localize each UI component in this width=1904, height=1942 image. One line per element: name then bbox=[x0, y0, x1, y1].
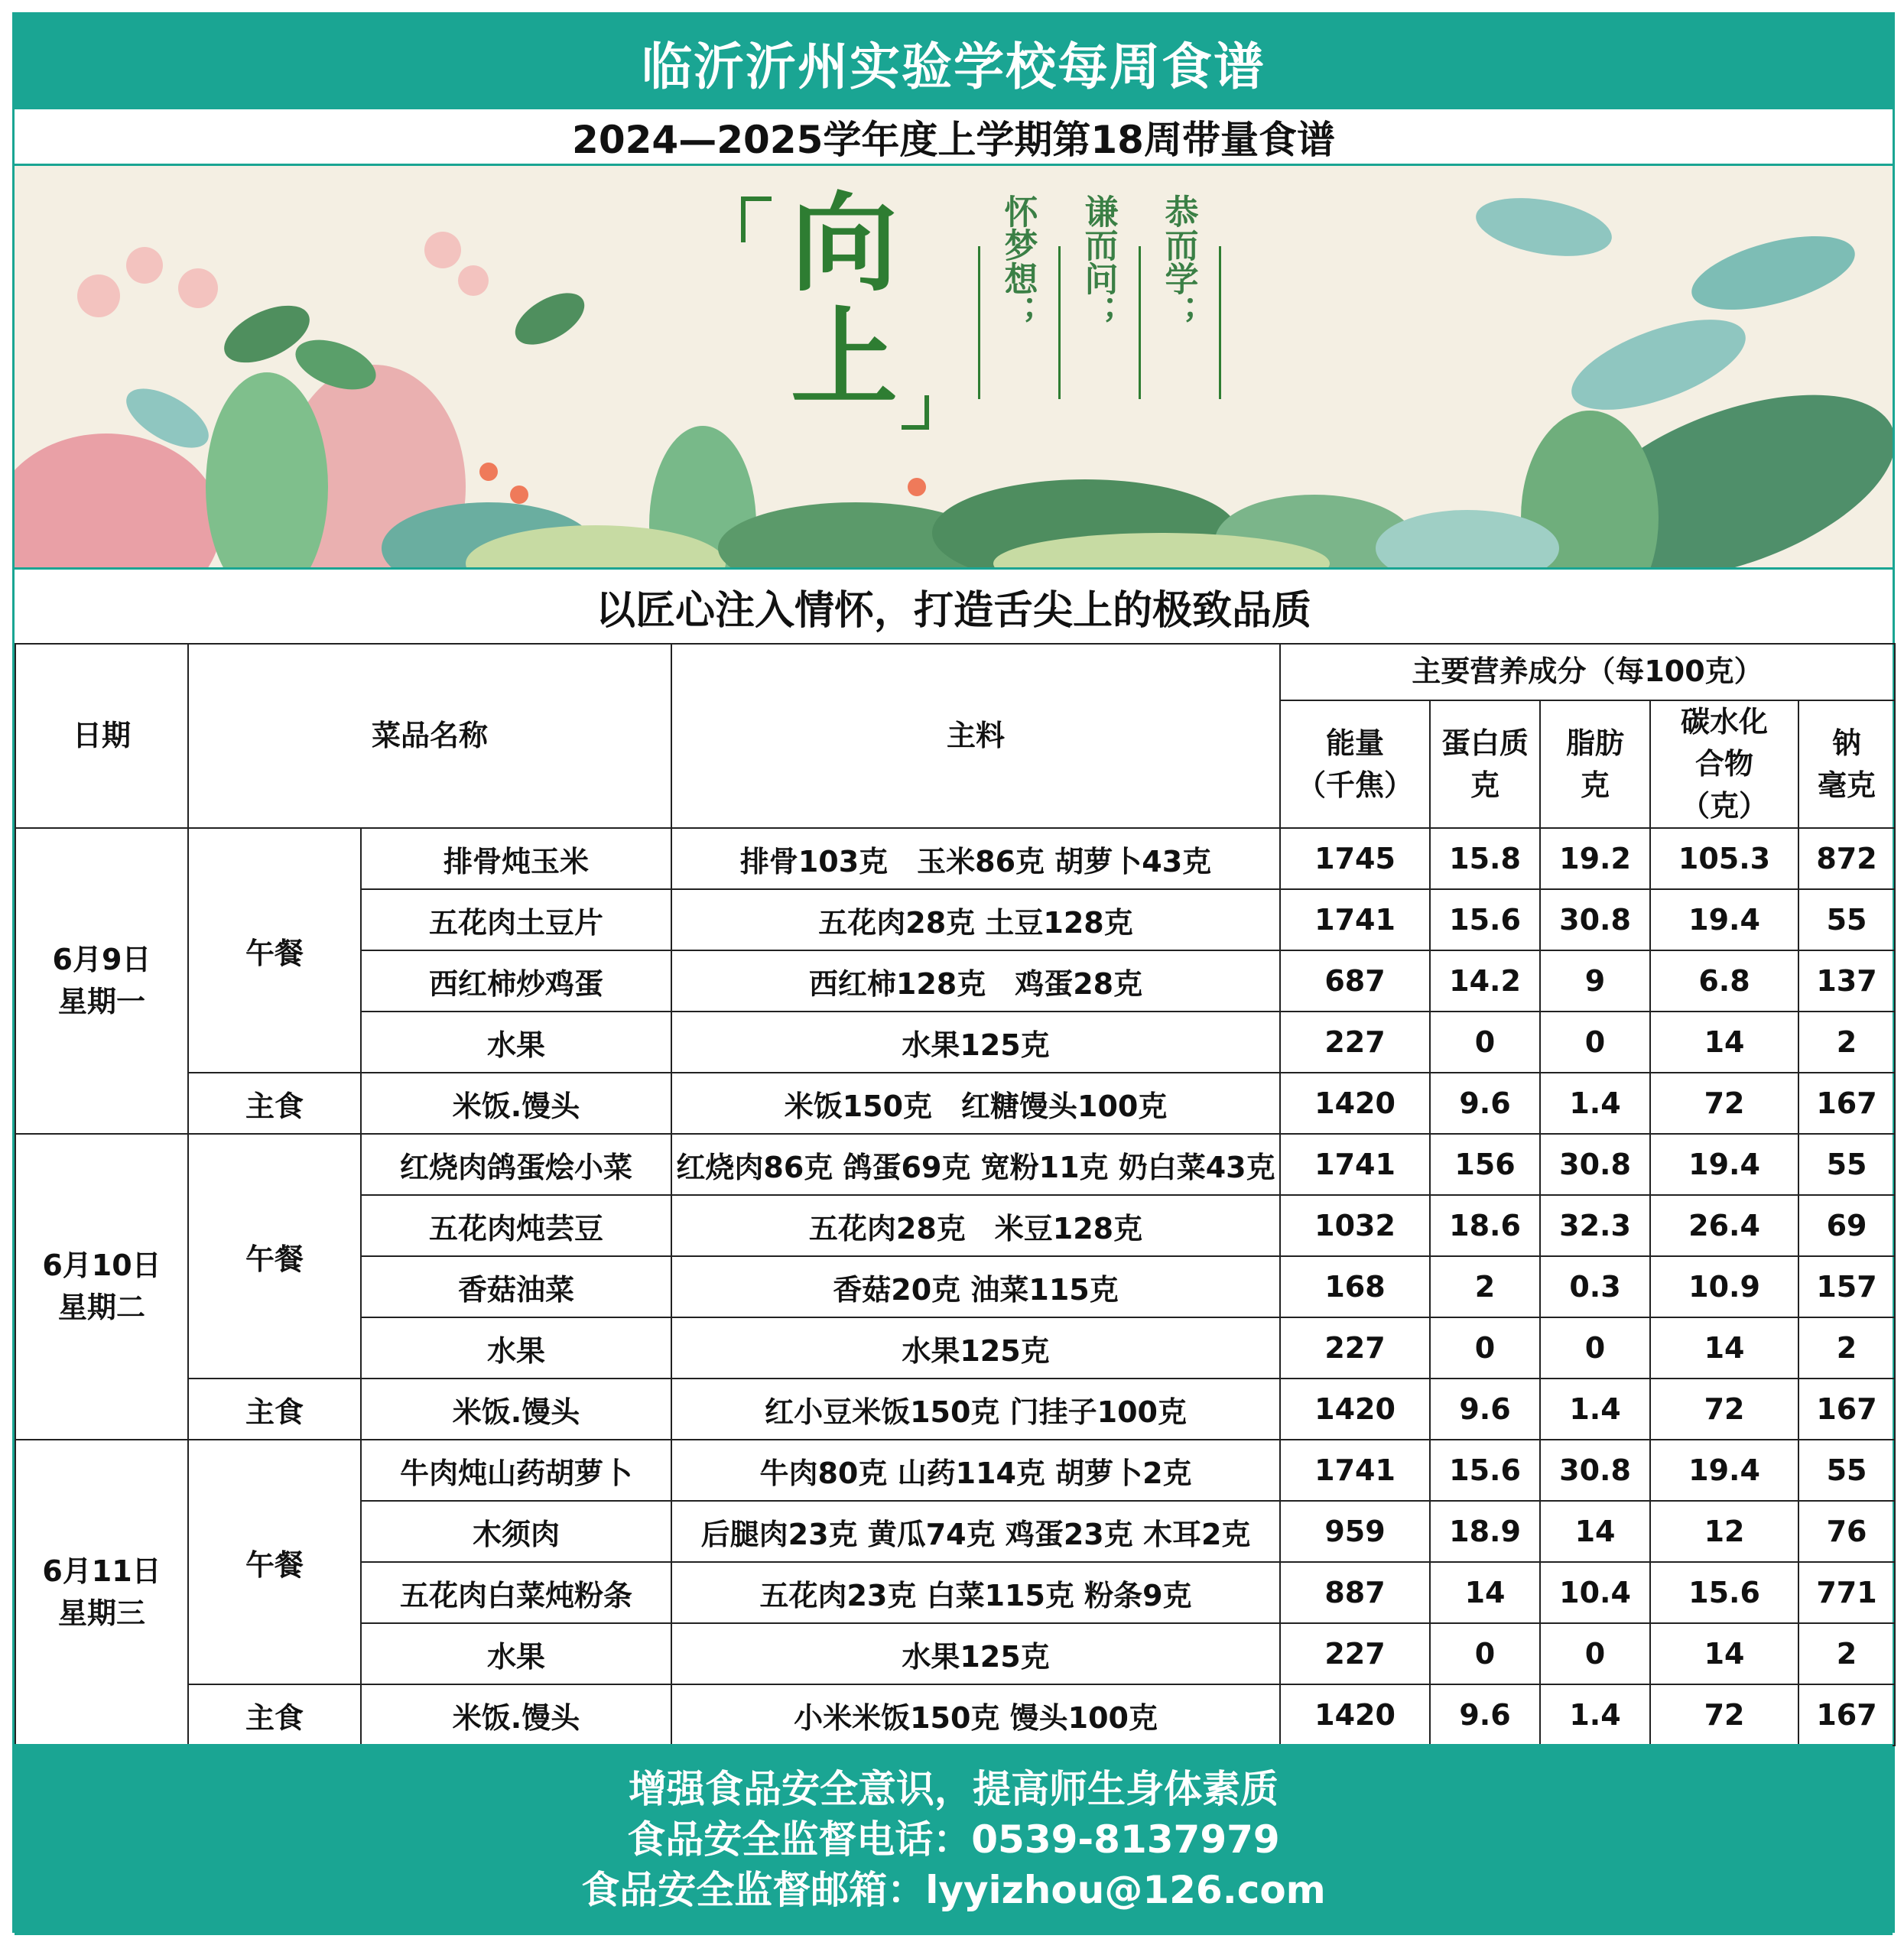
pink-flower-shape bbox=[77, 274, 120, 317]
ingredients-cell: 米饭150克 红糖馒头100克 bbox=[671, 1073, 1280, 1134]
ingredients-cell: 红烧肉86克 鸽蛋69克 宽粉11克 奶白菜43克 bbox=[671, 1134, 1280, 1195]
carbs-cell: 26.4 bbox=[1650, 1195, 1798, 1256]
pink-flower-shape bbox=[126, 247, 163, 284]
carbs-cell: 72 bbox=[1650, 1684, 1798, 1746]
carbs-cell: 6.8 bbox=[1650, 950, 1798, 1012]
meal-label: 主食 bbox=[188, 1073, 361, 1134]
header-energy: 能量 （千焦） bbox=[1280, 700, 1430, 828]
sodium-cell: 167 bbox=[1798, 1684, 1895, 1746]
protein-cell: 18.6 bbox=[1430, 1195, 1540, 1256]
ingredients-cell: 五花肉28克 土豆128克 bbox=[671, 889, 1280, 950]
carbs-cell: 105.3 bbox=[1650, 828, 1798, 889]
date-cell: 6月9日 星期一 bbox=[15, 828, 188, 1134]
pink-flower-shape bbox=[424, 232, 461, 268]
protein-cell: 0 bbox=[1430, 1317, 1540, 1379]
energy-cell: 1741 bbox=[1280, 1134, 1430, 1195]
fat-cell: 0 bbox=[1540, 1317, 1650, 1379]
ingredients-cell: 五花肉23克 白菜115克 粉条9克 bbox=[671, 1562, 1280, 1623]
date-cell: 6月11日 星期三 bbox=[15, 1440, 188, 1746]
dish-name: 木须肉 bbox=[361, 1501, 671, 1562]
ingredients-cell: 排骨103克 玉米86克 胡萝卜43克 bbox=[671, 828, 1280, 889]
fat-cell: 10.4 bbox=[1540, 1562, 1650, 1623]
header-protein: 蛋白质 克 bbox=[1430, 700, 1540, 828]
ingredients-cell: 西红柿128克 鸡蛋28克 bbox=[671, 950, 1280, 1012]
dish-name: 西红柿炒鸡蛋 bbox=[361, 950, 671, 1012]
sodium-cell: 2 bbox=[1798, 1317, 1895, 1379]
fat-cell: 1.4 bbox=[1540, 1073, 1650, 1134]
meal-label: 主食 bbox=[188, 1379, 361, 1440]
banner-char-1: 向 bbox=[790, 182, 898, 307]
carbs-cell: 15.6 bbox=[1650, 1562, 1798, 1623]
ingredients-cell: 水果125克 bbox=[671, 1012, 1280, 1073]
carbs-cell: 12 bbox=[1650, 1501, 1798, 1562]
fat-cell: 30.8 bbox=[1540, 1134, 1650, 1195]
header-fat: 脂肪 克 bbox=[1540, 700, 1650, 828]
poem-divider bbox=[1219, 246, 1221, 399]
ingredients-cell: 五花肉28克 米豆128克 bbox=[671, 1195, 1280, 1256]
motto-heading: 以匠心注入情怀，打造舌尖上的极致品质 bbox=[595, 587, 1311, 634]
protein-cell: 18.9 bbox=[1430, 1501, 1540, 1562]
orange-bud-shape bbox=[510, 486, 528, 504]
pink-flower-shape bbox=[458, 265, 489, 296]
energy-cell: 687 bbox=[1280, 950, 1430, 1012]
dish-name: 米饭.馒头 bbox=[361, 1379, 671, 1440]
teal-leaf-shape bbox=[1684, 222, 1862, 324]
fat-cell: 30.8 bbox=[1540, 1440, 1650, 1501]
dish-name: 排骨炖玉米 bbox=[361, 828, 671, 889]
sodium-cell: 2 bbox=[1798, 1623, 1895, 1684]
sodium-cell: 872 bbox=[1798, 828, 1895, 889]
energy-cell: 227 bbox=[1280, 1623, 1430, 1684]
sodium-cell: 55 bbox=[1798, 1134, 1895, 1195]
protein-cell: 2 bbox=[1430, 1256, 1540, 1317]
table-row bbox=[15, 1134, 1895, 1195]
protein-cell: 9.6 bbox=[1430, 1379, 1540, 1440]
dish-name: 水果 bbox=[361, 1623, 671, 1684]
corner-bracket bbox=[741, 196, 746, 242]
protein-cell: 0 bbox=[1430, 1012, 1540, 1073]
carbs-cell: 14 bbox=[1650, 1012, 1798, 1073]
banner-illustration bbox=[15, 166, 1893, 567]
protein-cell: 15.6 bbox=[1430, 1440, 1540, 1501]
poem-divider bbox=[1058, 246, 1061, 399]
fat-cell: 0 bbox=[1540, 1012, 1650, 1073]
pink-flower-shape bbox=[178, 268, 218, 308]
header-dish: 菜品名称 bbox=[188, 644, 671, 828]
corner-bracket bbox=[902, 425, 929, 430]
sodium-cell: 771 bbox=[1798, 1562, 1895, 1623]
carbs-cell: 19.4 bbox=[1650, 889, 1798, 950]
table-row bbox=[15, 1379, 1895, 1440]
footer-notice bbox=[15, 1744, 1893, 1935]
footer-email: 食品安全监督邮箱：lyyizhou@126.com bbox=[581, 1868, 1326, 1912]
carbs-cell: 19.4 bbox=[1650, 1134, 1798, 1195]
ingredients-cell: 小米米饭150克 馒头100克 bbox=[671, 1684, 1280, 1746]
energy-cell: 1741 bbox=[1280, 889, 1430, 950]
table-row bbox=[15, 1440, 1895, 1501]
protein-cell: 14 bbox=[1430, 1562, 1540, 1623]
fat-cell: 1.4 bbox=[1540, 1379, 1650, 1440]
date-cell: 6月10日 星期二 bbox=[15, 1134, 188, 1440]
fat-cell: 19.2 bbox=[1540, 828, 1650, 889]
protein-cell: 0 bbox=[1430, 1623, 1540, 1684]
protein-cell: 15.6 bbox=[1430, 889, 1540, 950]
orange-bud-shape bbox=[908, 478, 926, 496]
meal-label: 午餐 bbox=[188, 828, 361, 1073]
sodium-cell: 55 bbox=[1798, 889, 1895, 950]
carbs-cell: 72 bbox=[1650, 1073, 1798, 1134]
protein-cell: 15.8 bbox=[1430, 828, 1540, 889]
sodium-cell: 2 bbox=[1798, 1012, 1895, 1073]
ingredients-cell: 水果125克 bbox=[671, 1317, 1280, 1379]
sodium-cell: 167 bbox=[1798, 1073, 1895, 1134]
teal-leaf-shape bbox=[1471, 189, 1616, 265]
dish-name: 红烧肉鸽蛋烩小菜 bbox=[361, 1134, 671, 1195]
energy-cell: 1420 bbox=[1280, 1379, 1430, 1440]
poem-column-2: 谦而问； bbox=[1078, 194, 1118, 329]
header-date: 日期 bbox=[15, 644, 188, 828]
footer-slogan: 增强食品安全意识，提高师生身体素质 bbox=[629, 1767, 1279, 1811]
dish-name: 米饭.馒头 bbox=[361, 1684, 671, 1746]
banner-char-2: 上 bbox=[790, 297, 898, 421]
fat-cell: 32.3 bbox=[1540, 1195, 1650, 1256]
carbs-cell: 10.9 bbox=[1650, 1256, 1798, 1317]
carbs-cell: 72 bbox=[1650, 1379, 1798, 1440]
corner-bracket bbox=[741, 196, 772, 201]
energy-cell: 227 bbox=[1280, 1317, 1430, 1379]
carbs-cell: 19.4 bbox=[1650, 1440, 1798, 1501]
fat-cell: 30.8 bbox=[1540, 889, 1650, 950]
meal-label: 主食 bbox=[188, 1684, 361, 1746]
fat-cell: 14 bbox=[1540, 1501, 1650, 1562]
sodium-cell: 69 bbox=[1798, 1195, 1895, 1256]
header-ingredients: 主料 bbox=[671, 644, 1280, 828]
menu-sheet bbox=[12, 12, 1895, 1933]
fat-cell: 0.3 bbox=[1540, 1256, 1650, 1317]
dish-name: 香菇油菜 bbox=[361, 1256, 671, 1317]
dish-name: 五花肉炖芸豆 bbox=[361, 1195, 671, 1256]
sodium-cell: 167 bbox=[1798, 1379, 1895, 1440]
energy-cell: 168 bbox=[1280, 1256, 1430, 1317]
poem-column-1: 恭而学； bbox=[1158, 194, 1198, 329]
dish-name: 水果 bbox=[361, 1012, 671, 1073]
dish-name: 米饭.馒头 bbox=[361, 1073, 671, 1134]
protein-cell: 9.6 bbox=[1430, 1684, 1540, 1746]
dish-name: 水果 bbox=[361, 1317, 671, 1379]
orange-bud-shape bbox=[479, 463, 498, 481]
energy-cell: 959 bbox=[1280, 1501, 1430, 1562]
energy-cell: 1741 bbox=[1280, 1440, 1430, 1501]
page-title: 临沂沂州实验学校每周食谱 bbox=[15, 15, 1893, 109]
energy-cell: 227 bbox=[1280, 1012, 1430, 1073]
poem-divider bbox=[1139, 246, 1141, 399]
fat-cell: 0 bbox=[1540, 1623, 1650, 1684]
sodium-cell: 76 bbox=[1798, 1501, 1895, 1562]
sodium-cell: 157 bbox=[1798, 1256, 1895, 1317]
meal-label: 午餐 bbox=[188, 1440, 361, 1684]
energy-cell: 1032 bbox=[1280, 1195, 1430, 1256]
energy-cell: 1420 bbox=[1280, 1684, 1430, 1746]
table-row bbox=[15, 828, 1895, 889]
carbs-cell: 14 bbox=[1650, 1317, 1798, 1379]
energy-cell: 887 bbox=[1280, 1562, 1430, 1623]
corner-bracket bbox=[924, 395, 929, 430]
meal-label: 午餐 bbox=[188, 1134, 361, 1379]
carbs-cell: 14 bbox=[1650, 1623, 1798, 1684]
poem-divider bbox=[978, 246, 980, 399]
ingredients-cell: 水果125克 bbox=[671, 1623, 1280, 1684]
dish-name: 牛肉炖山药胡萝卜 bbox=[361, 1440, 671, 1501]
dish-name: 五花肉土豆片 bbox=[361, 889, 671, 950]
ingredients-cell: 红小豆米饭150克 门挂子100克 bbox=[671, 1379, 1280, 1440]
ingredients-cell: 牛肉80克 山药114克 胡萝卜2克 bbox=[671, 1440, 1280, 1501]
header-carbs: 碳水化 合物 （克） bbox=[1650, 700, 1798, 828]
header-nutrition-group: 主要营养成分（每100克） bbox=[1280, 644, 1895, 700]
menu-table bbox=[15, 643, 1896, 1746]
footer-phone: 食品安全监督电话：0539-8137979 bbox=[627, 1817, 1280, 1862]
ingredients-cell: 后腿肉23克 黄瓜74克 鸡蛋23克 木耳2克 bbox=[671, 1501, 1280, 1562]
energy-cell: 1420 bbox=[1280, 1073, 1430, 1134]
ingredients-cell: 香菇20克 油菜115克 bbox=[671, 1256, 1280, 1317]
sodium-cell: 55 bbox=[1798, 1440, 1895, 1501]
page-subtitle: 2024—2025学年度上学期第18周带量食谱 bbox=[15, 109, 1893, 166]
table-row bbox=[15, 1073, 1895, 1134]
table-row bbox=[15, 1684, 1895, 1746]
decorative-banner bbox=[15, 166, 1893, 570]
sodium-cell: 137 bbox=[1798, 950, 1895, 1012]
header-sodium: 钠 毫克 bbox=[1798, 700, 1895, 828]
protein-cell: 156 bbox=[1430, 1134, 1540, 1195]
pink-leaf-shape bbox=[15, 434, 221, 567]
dish-name: 五花肉白菜炖粉条 bbox=[361, 1562, 671, 1623]
poem-column-3: 怀梦想； bbox=[998, 194, 1038, 329]
green-leaf-shape bbox=[507, 282, 593, 355]
energy-cell: 1745 bbox=[1280, 828, 1430, 889]
fat-cell: 1.4 bbox=[1540, 1684, 1650, 1746]
protein-cell: 9.6 bbox=[1430, 1073, 1540, 1134]
protein-cell: 14.2 bbox=[1430, 950, 1540, 1012]
fat-cell: 9 bbox=[1540, 950, 1650, 1012]
